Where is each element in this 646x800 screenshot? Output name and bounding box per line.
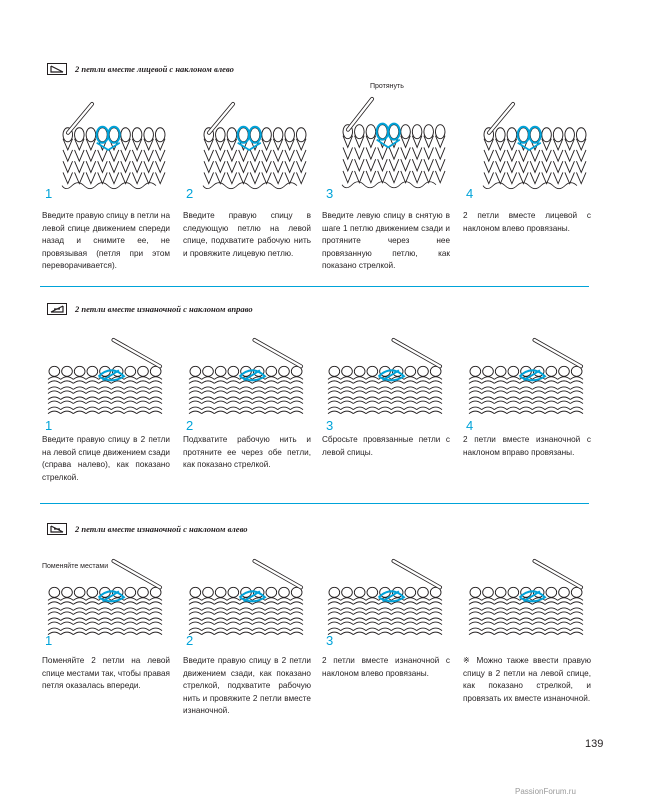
step-number: 1 [45,418,53,433]
knitting-diagram-2-2 [183,334,313,430]
section-2-header [47,302,253,316]
page-number: 139 [585,738,604,750]
step-illustration [322,95,452,202]
purl-2-together-right-symbol-icon [47,303,67,315]
knit-2-together-left-symbol-icon [47,63,67,75]
step-illustration [183,100,313,202]
section-title: 2 петли вместе изнаночной с наклоном влево [75,524,248,534]
section-1-header [47,62,234,76]
knitting-diagram-3-3 [322,555,452,651]
section-title: 2 петли вместе лицевой с наклоном влево [75,64,234,74]
step-caption: Сбросьте провязанные петли с левой спицы. [322,435,450,457]
swap-places-callout: Поменяйте местами [42,563,109,570]
step-caption: Поменяйте 2 петли на левой спице местами так, чтобы правая петля оказалась впереди. [42,656,170,691]
step-number: 4 [466,418,474,433]
step-illustration [463,334,593,430]
knitting-diagram-1-4 [463,100,593,202]
step-number: 1 [45,633,53,648]
step-number: 1 [45,186,53,201]
step-caption: Подхватите рабочую нить и протяните ее через обе петли, как показано стрелкой. [183,435,311,470]
section-3-header [47,522,248,536]
knitting-diagram-1-1 [42,100,172,202]
knitting-diagram-3-1 [42,555,172,651]
section-divider [40,503,589,504]
step-number: 2 [186,418,194,433]
step-illustration [42,100,172,202]
step-caption: Введите правую спицу в 2 петли движением сзади, как показано стрелкой, подхватите рабочую нить и провяжите 2 петли вместе изнаночной. [183,656,311,716]
step-illustration [322,555,452,651]
step-number: 2 [186,186,194,201]
step-illustration [322,334,452,430]
section-divider [40,286,589,287]
knitting-diagram-3-2 [183,555,313,651]
step-number: 2 [186,633,194,648]
knitting-diagram-1-3 [322,95,452,202]
step-caption: 2 петли вместе лицевой с наклоном влево провязаны. [463,211,591,233]
knitting-diagram-2-3 [322,334,452,430]
step-illustration [42,334,172,430]
knitting-diagram-2-1 [42,334,172,430]
step-caption: Введите правую спицу в следующую петлю на левой спице, подхватите рабочую нить и провяжите лицевую петлю. [183,211,311,258]
purl-2-together-left-symbol-icon [47,523,67,535]
step-caption: Введите правую спицу в петли на левой спице движением спереди назад и снимите ее, не провязывая (петля при этом переворачивается). [42,211,170,271]
step-number: 4 [466,186,474,201]
note-caption: ※ Можно также ввести правую спицу в 2 петли на левой спице, как показано стрелкой, и провязать их вместе изнаночной. [463,656,591,703]
pull-through-callout: Протянуть [370,83,404,90]
step-caption: Введите левую спицу в снятую в шаге 1 петлю движением сзади и протяните через нее провязанную петлю, как показано стрелкой. [322,211,450,271]
step-illustration [42,555,172,651]
knitting-diagram-2-4 [463,334,593,430]
knitting-diagram-3-4 [463,555,593,651]
section-title: 2 петли вместе изнаночной с наклоном вправо [75,304,253,314]
step-number: 3 [326,186,334,201]
watermark: PassionForum.ru [515,787,576,796]
step-illustration [183,334,313,430]
step-illustration [463,555,593,651]
step-caption: 2 петли вместе изнаночной с наклоном вправо провязаны. [463,435,591,457]
knitting-diagram-1-2 [183,100,313,202]
step-caption: 2 петли вместе изнаночной с наклоном влево провязаны. [322,656,450,678]
step-illustration [183,555,313,651]
step-illustration [463,100,593,202]
step-caption: Введите правую спицу в 2 петли на левой спице движением сзади (справа налево), как показано стрелкой. [42,435,170,482]
step-number: 3 [326,633,334,648]
step-number: 3 [326,418,334,433]
